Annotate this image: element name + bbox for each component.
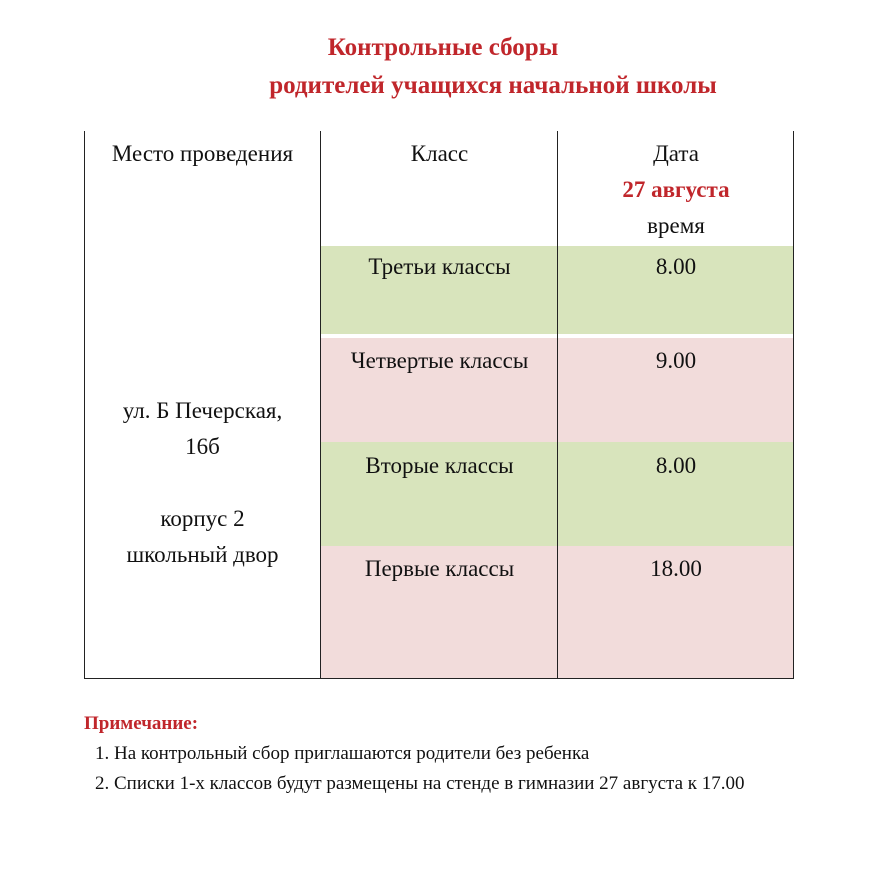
header-place-label: Место проведения — [111, 141, 294, 166]
header-date — [558, 136, 794, 244]
table-border-bottom — [84, 678, 794, 679]
note-title: Примечание: — [84, 713, 199, 734]
place-building: корпус 2 — [160, 506, 245, 531]
row-1-time: 8.00 — [655, 254, 697, 279]
row-1-class: Третьи классы — [368, 254, 511, 279]
header-time-label: время — [647, 213, 705, 238]
header-date-label: Дата — [653, 141, 699, 166]
place-address-line-2: 16б — [185, 434, 220, 459]
header-class — [321, 136, 558, 172]
row-2-time: 9.00 — [655, 348, 697, 373]
header-class-label: Класс — [410, 141, 469, 166]
row-2-class: Четвертые классы — [350, 348, 529, 373]
header-place — [84, 136, 321, 172]
place-address-line-1: ул. Б Печерская, — [122, 398, 283, 423]
header-date-value: 27 августа — [622, 177, 730, 202]
note-section — [84, 709, 745, 799]
page-title-line-2: родителей учащихся начальной школы — [269, 72, 717, 99]
page-title-line-1: Контрольные сборы — [327, 34, 559, 61]
row-3-time: 8.00 — [655, 453, 697, 478]
row-3-class: Вторые классы — [365, 453, 514, 478]
note-item-1: 1. На контрольный сбор приглашаются родители без ребенка — [114, 739, 745, 769]
place-location: школьный двор — [126, 542, 279, 567]
row-4-time: 18.00 — [650, 556, 702, 581]
schedule-table — [84, 131, 794, 679]
note-list — [84, 739, 745, 799]
note-item-2: 2. Списки 1-х классов будут размещены на стенде в гимназии 27 августа к 17.00 — [114, 769, 745, 799]
row-4-class: Первые классы — [364, 556, 515, 581]
place-cell — [84, 393, 321, 573]
